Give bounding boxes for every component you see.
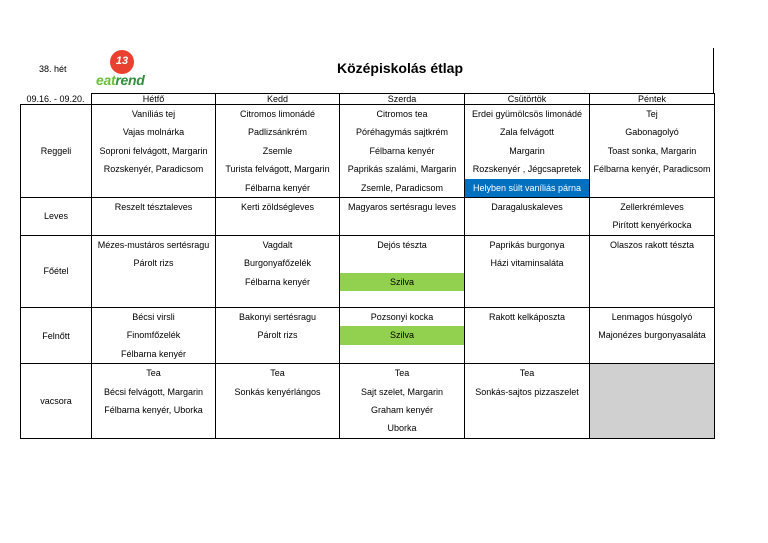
- menu-item: Tea: [519, 368, 535, 379]
- menu-cell: [465, 307, 590, 363]
- menu-cell: [590, 364, 715, 439]
- menu-cell: [92, 105, 216, 198]
- menu-cell: [216, 197, 340, 235]
- menu-item: Citromos tea: [376, 109, 428, 119]
- menu-item: Pirított kenyérkocka: [612, 220, 692, 231]
- menu-table: [20, 93, 715, 439]
- menu-item: Burgonyafőzelék: [243, 258, 312, 269]
- day-header: Kedd: [216, 94, 340, 105]
- header-divider: [713, 48, 714, 93]
- menu-cell: [340, 364, 465, 439]
- menu-item: Rozskenyér, Paradicsom: [103, 164, 204, 175]
- menu-item: Félbarna kenyér: [120, 348, 187, 359]
- day-header: Szerda: [340, 94, 465, 105]
- menu-item: Tej: [646, 109, 658, 119]
- menu-item: Zala felvágott: [499, 127, 555, 138]
- menu-item: Félbarna kenyér, Paradicsom: [593, 164, 711, 175]
- menu-item: Olaszos rakott tészta: [609, 239, 695, 250]
- menu-item: Félbarna kenyér: [244, 276, 311, 287]
- menu-cell: [92, 197, 216, 235]
- menu-item: Sonkás kenyérlángos: [234, 386, 321, 397]
- meal-label: vacsora: [21, 364, 92, 439]
- menu-item: Erdei gyümölcsös limonádé: [471, 109, 583, 119]
- day-header: Csütörtök: [465, 94, 590, 105]
- menu-cell: [216, 235, 340, 307]
- menu-cell: [216, 105, 340, 198]
- menu-item: Házi vitaminsaláta: [490, 258, 564, 269]
- meal-row-vacsora: [21, 364, 715, 439]
- menu-item: Párolt rizs: [257, 330, 298, 341]
- menu-item: Póréhagymás sajtkrém: [355, 127, 449, 138]
- day-header: Hétfő: [92, 94, 216, 105]
- menu-item: Vaníliás tej: [131, 109, 176, 119]
- day-header: Péntek: [590, 94, 715, 105]
- day-header-row: [21, 94, 715, 105]
- menu-item: Padlizsánkrém: [247, 127, 308, 138]
- meal-row-leves: [21, 197, 715, 235]
- menu-item: Vagdalt: [262, 239, 293, 250]
- menu-item: Zsemle: [262, 145, 293, 156]
- menu-item: Sajt szelet, Margarin: [360, 386, 444, 397]
- menu-cell: [340, 197, 465, 235]
- meal-row-reggeli: [21, 105, 715, 198]
- menu-cell: [340, 307, 465, 363]
- menu-cell: [465, 235, 590, 307]
- menu-item: Finomfőzelék: [126, 330, 181, 341]
- menu-item: Tea: [270, 368, 285, 379]
- menu-item: Pozsonyi kocka: [370, 311, 434, 322]
- menu-item: Bécsi felvágott, Margarin: [103, 386, 204, 397]
- menu-item: Paprikás szalámi, Margarin: [347, 164, 457, 175]
- menu-item: Sonkás-sajtos pizzaszelet: [475, 386, 579, 397]
- menu-item: Majonézes burgonyasaláta: [598, 330, 706, 341]
- menu-item: Rozskenyér , Jégcsapretek: [472, 164, 582, 175]
- menu-item: [340, 254, 464, 272]
- menu-item: Félbarna kenyér: [369, 145, 435, 156]
- menu-cell: [590, 307, 715, 363]
- menu-item: Párolt rizs: [133, 258, 174, 269]
- page-title: Középiskolás étlap: [336, 60, 464, 76]
- menu-item: Soproni felvágott, Margarin: [99, 145, 208, 156]
- date-range: 09.16. - 09.20.: [21, 94, 92, 105]
- menu-item: Magyaros sertésragu leves: [347, 201, 457, 212]
- menu-item: Tea: [394, 368, 410, 379]
- menu-cell: [92, 235, 216, 307]
- menu-item: Szilva: [340, 273, 464, 291]
- menu-item: Rakott kelkáposzta: [488, 311, 566, 322]
- menu-cell: [465, 105, 590, 198]
- menu-item: Zsemle, Paradicsom: [360, 182, 444, 193]
- logo-number: 13: [115, 55, 129, 67]
- menu-item: Bakonyi sertésragu: [238, 311, 317, 322]
- menu-item: Reszelt tésztaleves: [114, 201, 193, 212]
- menu-cell: [92, 364, 216, 439]
- meal-row-felnott: [21, 307, 715, 363]
- menu-item: Margarin: [509, 145, 545, 156]
- menu-item: Lenmagos húsgolyó: [611, 311, 693, 322]
- menu-item: Kerti zöldségleves: [240, 201, 315, 212]
- menu-item: Daragaluskaleves: [491, 201, 563, 212]
- menu-cell: [216, 364, 340, 439]
- menu-item: Graham kenyér: [370, 404, 434, 415]
- menu-cell: [590, 235, 715, 307]
- meal-row-foetel: [21, 235, 715, 307]
- menu-item: Szilva: [340, 326, 464, 344]
- meal-label: Főétel: [21, 235, 92, 307]
- menu-item: Uborka: [387, 423, 417, 434]
- menu-item: Mézes-mustáros sertésragu: [97, 239, 210, 250]
- menu-item: Dejós tészta: [377, 239, 427, 250]
- menu-item: Toast sonka, Margarin: [607, 145, 697, 156]
- menu-cell: [216, 307, 340, 363]
- menu-item: Félbarna kenyér: [244, 182, 311, 193]
- menu-item: Félbarna kenyér, Uborka: [104, 404, 203, 415]
- menu-cell: [465, 197, 590, 235]
- menu-item: Zellerkrémleves: [620, 201, 684, 212]
- menu-cell: [92, 307, 216, 363]
- eatrend-logo: [96, 50, 152, 90]
- menu-item: Helyben sült vaníliás párna: [465, 179, 589, 197]
- menu-item: Bécsi virsli: [132, 311, 175, 322]
- menu-cell: [340, 235, 465, 307]
- menu-item: Citromos limonádé: [239, 109, 316, 119]
- meal-label: Leves: [21, 197, 92, 235]
- week-label: 38. hét: [39, 64, 67, 74]
- menu-item: Tea: [146, 368, 161, 379]
- menu-cell: [465, 364, 590, 439]
- menu-cell: [590, 197, 715, 235]
- menu-item: Turista felvágott, Margarin: [225, 164, 330, 175]
- meal-label: Reggeli: [21, 105, 92, 198]
- menu-cell: [590, 105, 715, 198]
- logo-wordmark: eatrend: [96, 72, 145, 88]
- meal-label: Felnőtt: [21, 307, 92, 363]
- menu-item: Vajas molnárka: [122, 127, 185, 138]
- menu-item: Gabonagolyó: [625, 127, 679, 138]
- menu-cell: [340, 105, 465, 198]
- menu-item: Paprikás burgonya: [489, 239, 565, 250]
